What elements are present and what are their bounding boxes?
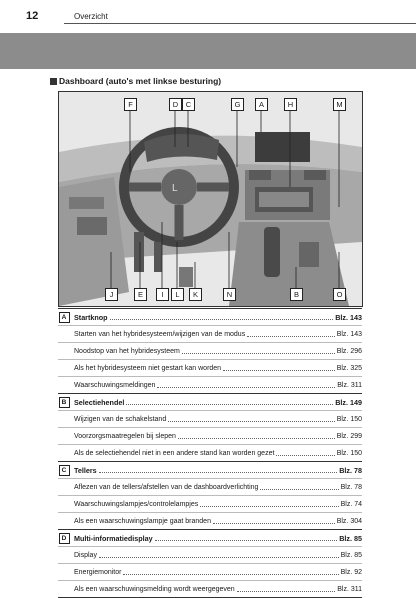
figure-subtitle bbox=[50, 76, 221, 86]
item-text: Noodstop van het hybridesysteem bbox=[74, 347, 180, 355]
section-title: Tellers bbox=[74, 465, 97, 475]
list-item bbox=[58, 342, 362, 359]
list-item bbox=[58, 478, 362, 495]
section-title: Multi-informatiedisplay bbox=[74, 533, 153, 543]
section-b bbox=[58, 393, 362, 461]
callout-k: K bbox=[189, 288, 202, 301]
dot-leader bbox=[260, 489, 338, 490]
callout-d: D bbox=[169, 98, 182, 111]
dot-leader bbox=[157, 387, 335, 388]
callout-l: L bbox=[171, 288, 184, 301]
dot-leader bbox=[276, 455, 334, 456]
section-title: Selectiehendel bbox=[74, 397, 125, 407]
list-item bbox=[58, 325, 362, 342]
callout-o: O bbox=[333, 288, 346, 301]
list-item bbox=[58, 427, 362, 444]
list-item bbox=[58, 444, 362, 461]
list-item bbox=[58, 546, 362, 563]
page-ref: Blz. 78 bbox=[339, 465, 362, 475]
section-heading bbox=[58, 309, 362, 325]
page-ref: Blz. 311 bbox=[337, 381, 362, 389]
page-ref: Blz. 325 bbox=[336, 364, 362, 372]
list-item bbox=[58, 410, 362, 427]
dot-leader bbox=[110, 319, 334, 320]
callout-b: B bbox=[290, 288, 303, 301]
list-item bbox=[58, 495, 362, 512]
callout-a: A bbox=[255, 98, 268, 111]
item-text: Als de selectiehendel niet in een andere stand kan worden gezet bbox=[74, 449, 275, 457]
dot-leader bbox=[155, 540, 338, 541]
item-text: Display bbox=[74, 551, 97, 559]
list-item bbox=[58, 563, 362, 580]
section-heading bbox=[58, 530, 362, 546]
dot-leader bbox=[99, 472, 338, 473]
page-number: 12 bbox=[26, 10, 39, 22]
section-heading bbox=[58, 394, 362, 410]
page-ref: Blz. 296 bbox=[336, 347, 362, 355]
dot-leader bbox=[247, 336, 335, 337]
page-ref: Blz. 74 bbox=[340, 500, 362, 508]
callout-g: G bbox=[231, 98, 244, 111]
dot-leader bbox=[99, 557, 339, 558]
header-rule bbox=[64, 23, 416, 24]
section-name: Overzicht bbox=[74, 12, 108, 21]
page-ref: Blz. 78 bbox=[340, 483, 362, 491]
callout-e: E bbox=[134, 288, 147, 301]
item-text: Voorzorgsmaatregelen bij slepen bbox=[74, 432, 176, 440]
item-text: Waarschuwingslampjes/controlelampjes bbox=[74, 500, 199, 508]
dot-leader bbox=[178, 438, 335, 439]
section-d bbox=[58, 529, 362, 598]
item-text: Starten van het hybridesysteem/wijzigen van de modus bbox=[74, 330, 246, 338]
dot-leader bbox=[126, 404, 333, 405]
page-ref: Blz. 304 bbox=[336, 517, 362, 525]
grey-banner bbox=[0, 33, 416, 69]
item-text: Energiemonitor bbox=[74, 568, 122, 576]
callout-j: J bbox=[105, 288, 118, 301]
page-ref: Blz. 92 bbox=[340, 568, 362, 576]
callout-f: F bbox=[124, 98, 137, 111]
section-a bbox=[58, 308, 362, 393]
dot-leader bbox=[237, 591, 336, 592]
callout-i: I bbox=[156, 288, 169, 301]
callout-c: C bbox=[182, 98, 195, 111]
item-text: Aflezen van de tellers/afstellen van de dashboardverlichting bbox=[74, 483, 259, 491]
dot-leader bbox=[123, 574, 338, 575]
dot-leader bbox=[168, 421, 334, 422]
page-ref: Blz. 85 bbox=[340, 551, 362, 559]
item-text: Als een waarschuwingsmelding wordt weergegeven bbox=[74, 585, 235, 593]
dot-leader bbox=[182, 353, 335, 354]
item-text: Als het hybridesysteem niet gestart kan worden bbox=[74, 364, 222, 372]
dot-leader bbox=[200, 506, 338, 507]
callout-h: H bbox=[284, 98, 297, 111]
item-text: Wijzigen van de schakelstand bbox=[74, 415, 167, 423]
section-letter: C bbox=[59, 465, 70, 476]
section-c bbox=[58, 461, 362, 529]
list-item bbox=[58, 359, 362, 376]
section-title: Startknop bbox=[74, 312, 108, 322]
section-letter: D bbox=[59, 533, 70, 544]
page-ref: Blz. 299 bbox=[336, 432, 362, 440]
list-item bbox=[58, 512, 362, 529]
dot-leader bbox=[213, 523, 335, 524]
callout-m: M bbox=[333, 98, 346, 111]
page-ref: Blz. 143 bbox=[336, 330, 362, 338]
dot-leader bbox=[223, 370, 335, 371]
svg-text:L: L bbox=[172, 183, 178, 194]
page-ref: Blz. 143 bbox=[335, 312, 362, 322]
item-text: Waarschuwingsmeldingen bbox=[74, 381, 156, 389]
dashboard-drawing bbox=[59, 92, 362, 306]
section-heading bbox=[58, 462, 362, 478]
page-ref: Blz. 149 bbox=[335, 397, 362, 407]
page-ref: Blz. 85 bbox=[339, 533, 362, 543]
dashboard-illustration bbox=[58, 91, 363, 307]
list-item bbox=[58, 376, 362, 393]
page-ref: Blz. 311 bbox=[337, 585, 362, 593]
subtitle-text: Dashboard (auto's met linkse besturing) bbox=[59, 76, 222, 86]
list-item bbox=[58, 580, 362, 597]
callout-n: N bbox=[223, 288, 236, 301]
item-text: Als een waarschuwingslampje gaat branden bbox=[74, 517, 211, 525]
square-bullet-icon bbox=[50, 78, 57, 85]
section-letter: B bbox=[59, 397, 70, 408]
reference-table bbox=[58, 308, 362, 598]
page-ref: Blz. 150 bbox=[336, 415, 362, 423]
section-letter: A bbox=[59, 312, 70, 323]
page-header bbox=[0, 0, 416, 26]
page-ref: Blz. 150 bbox=[336, 449, 362, 457]
